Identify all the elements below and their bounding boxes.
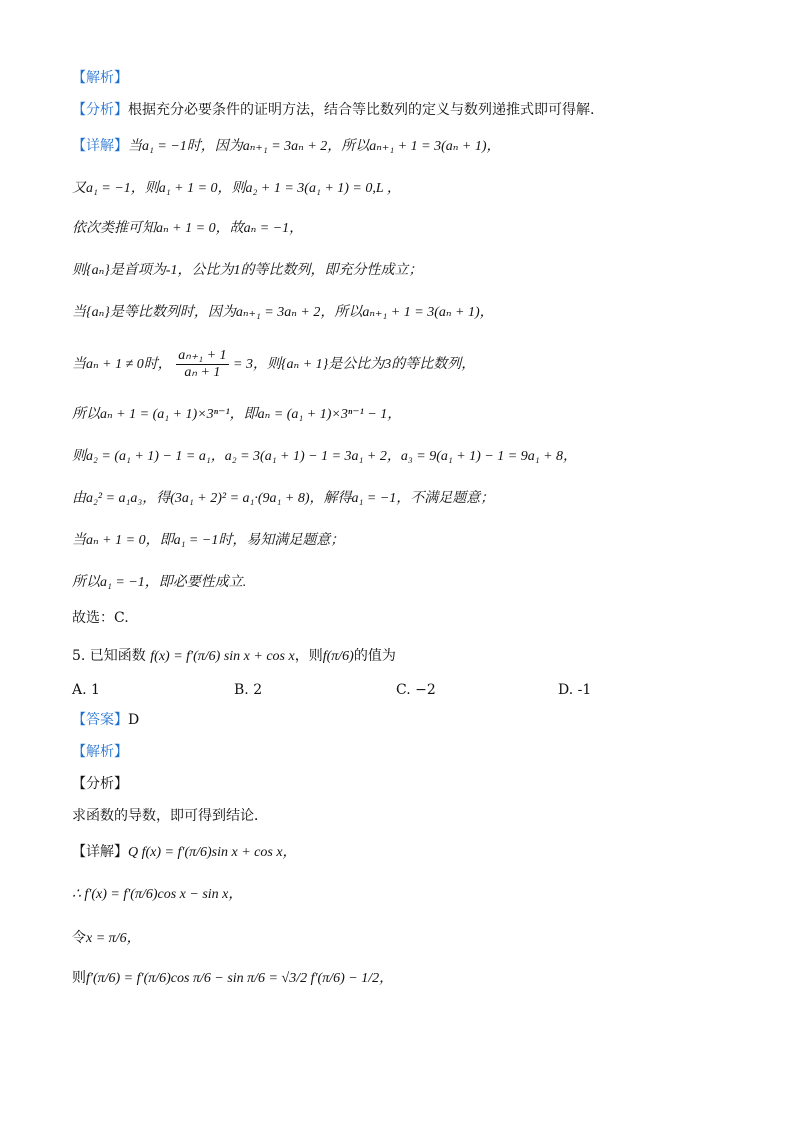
option-a: A. 1 (72, 682, 100, 698)
stem-math: f(x) = f′(π/6) sin x + cos x (150, 649, 295, 664)
solution-line-7 (72, 404, 401, 425)
solution-text: 所以aₙ + 1 = (a₁ + 1)×3ⁿ⁻¹，即aₙ = (a₁ + 1)×3ⁿ⁻¹ − 1， (72, 407, 402, 422)
solution-line-9 (72, 488, 494, 509)
stem-math-2: f(π/6) (322, 649, 354, 664)
xiangjie-math: Q f(x) = f′(π/6)sin x + cos x， (128, 845, 297, 860)
fraction-numerator: aₙ₊₁ + 1 (178, 347, 227, 363)
xiangjie-line-1 (72, 136, 501, 157)
frac-prefix: 当aₙ + 1 ≠ 0时， (72, 357, 172, 372)
jiexi-tag: 【解析】 (72, 744, 128, 760)
fraction (176, 348, 228, 381)
solution-text: 由a₂² = a₁a₃，得(3a₁ + 2)² = a₁·(9a₁ + 8)，解得a₁ = −1，不满足题意； (72, 491, 495, 506)
solution-text: 依次类推可知aₙ + 1 = 0，故aₙ = −1， (72, 221, 304, 236)
jiexi-tag: 【解析】 (72, 70, 128, 86)
fenxi-tag: 【分析】 (72, 776, 128, 792)
let-prefix: 令 (72, 930, 86, 946)
fenxi-text: 求函数的导数，即可得到结论． (72, 808, 268, 824)
xiangjie-line-2 (72, 842, 297, 863)
solution-line-2 (72, 178, 401, 199)
fenxi-tag: 【分析】 (72, 102, 128, 118)
frac-suffix: = 3，则{aₙ + 1}是公比为3的等比数列， (233, 357, 476, 372)
xiangjie-tag: 【详解】 (72, 844, 128, 860)
final-math: f′(π/6) = f′(π/6)cos π/6 − sin π/6 = √3/2 f′(π/6) − 1/2， (86, 971, 394, 986)
solution-line-3 (72, 218, 303, 239)
fenxi-heading-2 (72, 774, 128, 794)
answer-choice: 故选：C. (72, 610, 129, 626)
answer-choice-line (72, 608, 129, 628)
let-math: x = π/6， (86, 931, 141, 946)
solution-text: 则a₂ = (a₁ + 1) − 1 = a₁，a₂ = 3(a₁ + 1) − 1 = 3a₁ + 2，a₃ = 9(a₁ + 1) − 1 = 9a₁ + 8， (72, 449, 578, 464)
stem-suffix: 的值为 (353, 648, 396, 664)
fenxi-text-2 (72, 806, 268, 826)
solution-text: 所以a₁ = −1，即必要性成立. (72, 575, 247, 590)
daan-tag: 【答案】 (72, 712, 128, 728)
let-x-line (72, 928, 141, 949)
solution-line-10 (72, 530, 344, 551)
solution-line-6-fraction (72, 346, 475, 383)
jiexi-heading-2 (72, 742, 128, 762)
solution-line-11 (72, 572, 246, 593)
solution-text: 当{aₙ}是等比数列时，因为aₙ₊₁ = 3aₙ + 2，所以aₙ₊₁ + 1 = 3(aₙ + 1)， (72, 305, 494, 320)
fenxi-text: 根据充分必要条件的证明方法，结合等比数列的定义与数列递推式即可得解. (128, 102, 595, 118)
solution-line: 当a₁ = −1时，因为aₙ₊₁ = 3aₙ + 2，所以aₙ₊₁ + 1 = 3(aₙ + 1)， (128, 139, 501, 154)
option-b: B. 2 (234, 682, 263, 698)
solution-text: 则{aₙ}是首项为-1，公比为1的等比数列，即充分性成立； (72, 263, 423, 278)
solution-line-8 (72, 446, 577, 467)
derivative-text: ∴ f′(x) = f′(π/6)cos x − sin x， (72, 887, 243, 902)
question-5-stem (72, 646, 396, 667)
fenxi-line-1 (72, 100, 594, 120)
xiangjie-tag: 【详解】 (72, 138, 128, 154)
daan-value: D (128, 712, 140, 728)
option-c: C. −2 (396, 682, 436, 698)
solution-text: 当aₙ + 1 = 0，即a₁ = −1时，易知满足题意； (72, 533, 345, 548)
derivative-line (72, 884, 242, 905)
option-d: D. -1 (558, 682, 592, 698)
daan-line (72, 710, 139, 730)
final-step-line (72, 968, 393, 989)
solution-text: 又a₁ = −1，则a₁ + 1 = 0，则a₂ + 1 = 3(a₁ + 1) = 0,L ， (72, 181, 401, 196)
solution-line-4 (72, 260, 423, 281)
stem-mid: ，则 (294, 648, 323, 664)
stem-prefix: 5. 已知函数 (72, 648, 146, 664)
fraction-denominator: aₙ + 1 (184, 364, 221, 380)
solution-line-5 (72, 302, 494, 323)
jiexi-heading-1 (72, 68, 128, 88)
final-prefix: 则 (72, 970, 86, 986)
